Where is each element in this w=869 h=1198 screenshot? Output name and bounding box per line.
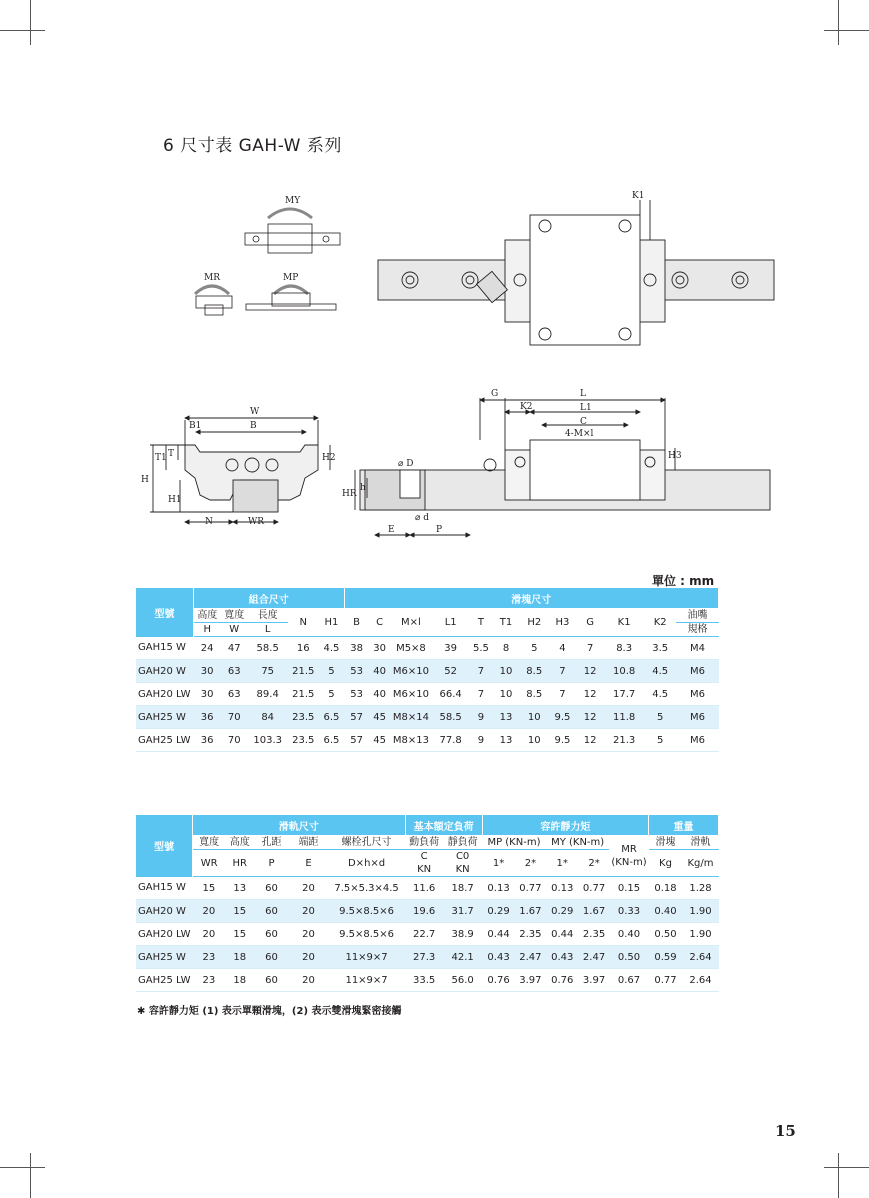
table-cell: 5 [319,683,344,706]
model-cell: GAH15 W [136,877,192,900]
table-cell: 5 [319,660,344,683]
table-cell: 38 [344,637,369,660]
table-cell: 0.33 [609,900,648,923]
table-cell: 0.40 [649,900,683,923]
column-header-cn: 長度 [248,609,288,623]
table-cell: 40 [369,660,390,683]
column-header-symbol: L1 [432,609,470,637]
column-header-symbol: H1 [319,609,344,637]
table-cell: 12 [576,706,604,729]
table-cell: 11×9×7 [328,946,405,969]
table-cell: 0.44 [546,923,579,946]
table-cell: 57 [344,729,369,752]
column-header-symbol: 1* [482,850,515,877]
table-cell: 75 [248,660,288,683]
table-cell: 63 [221,683,248,706]
column-header-symbol: C0 [455,851,470,862]
table-cell: 10 [520,729,549,752]
table-cell: 17.7 [604,683,644,706]
table-cell: 84 [248,706,288,729]
table-cell: 70 [221,729,248,752]
column-header-symbol: 規格 [676,623,718,637]
table-cell: 0.43 [482,946,515,969]
model-cell: GAH25 LW [136,969,192,992]
column-header-symbol: G [576,609,604,637]
table-cell: 20 [192,900,225,923]
table-cell: M6 [676,729,718,752]
table-cell: 7.5×5.3×4.5 [328,877,405,900]
table-cell: 0.18 [649,877,683,900]
table-row [136,729,719,752]
table-cell: 4.5 [644,683,676,706]
table-cell: 0.76 [546,969,579,992]
k1-label: K1 [632,191,645,201]
table-cell: 13 [492,729,519,752]
table-cell: 45 [369,729,390,752]
table-cell: 38.9 [443,923,482,946]
page-number: 15 [775,1122,796,1140]
table-cell: 11.6 [405,877,443,900]
table-cell: 60 [254,969,289,992]
page-title: 6 尺寸表 GAH-W 系列 [163,136,342,156]
column-header-symbol: Kg/m [682,850,718,877]
table-cell: 2.35 [515,923,546,946]
table-cell: 18 [225,969,254,992]
column-header-symbol: 2* [515,850,546,877]
crop-mark [30,1153,31,1198]
column-header-symbol: M×l [390,609,432,637]
table-cell: 8.5 [520,683,549,706]
table-cell: 6.5 [319,706,344,729]
table-cell: 11.8 [604,706,644,729]
od-label: ⌀ D [398,459,414,469]
column-header-unit: (KN-m) [611,857,647,868]
model-cell: GAH25 W [136,946,192,969]
column-header-symbol: E [289,850,328,877]
column-header-cn: 油嘴 [676,609,718,623]
table-cell: 0.59 [649,946,683,969]
table-cell: 60 [254,900,289,923]
table-cell: 53 [344,660,369,683]
h2-label: H2 [322,453,336,463]
model-cell: GAH20 W [136,660,193,683]
table-cell: 1.28 [682,877,718,900]
table-cell: 8 [492,637,519,660]
h3-label: H3 [668,451,682,461]
column-header-symbol: H3 [549,609,576,637]
column-header-cn: 寬度 [221,609,248,623]
table-cell: 0.40 [609,923,648,946]
table-cell: 4.5 [319,637,344,660]
column-header-cn: 高度 [225,836,254,850]
table-cell: 2.47 [579,946,610,969]
table-cell: 23 [192,969,225,992]
table-cell: 30 [193,660,220,683]
column-header-cn: 靜負荷 [443,836,482,850]
table-cell: 3.5 [644,637,676,660]
table-row [136,923,719,946]
column-header-symbol: C [420,851,428,862]
column-header-mr [609,836,648,877]
table-cell: 1.67 [515,900,546,923]
column-header-cn: 滑軌 [682,836,718,850]
table-cell: 4 [549,637,576,660]
table-cell: 9.5×8.5×6 [328,923,405,946]
table-cell: 39 [432,637,470,660]
column-header-symbol: K2 [644,609,676,637]
model-cell: GAH25 W [136,706,193,729]
table-cell: 103.3 [248,729,288,752]
crop-mark [0,1167,45,1168]
table-cell: 5 [644,729,676,752]
table-cell: 0.43 [546,946,579,969]
mp-label: MP [283,273,299,283]
table-cell: 1.90 [682,923,718,946]
footnote: ✱ 容許靜力矩 (1) 表示單顆滑塊，(2) 表示雙滑塊緊密接觸 [137,1006,402,1017]
table-cell: 7 [469,660,492,683]
table-cell: 45 [369,706,390,729]
table-cell: M6 [676,706,718,729]
table-cell: 0.13 [546,877,579,900]
table-cell: 60 [254,923,289,946]
column-header-symbol: HR [225,850,254,877]
table-cell: 12 [576,683,604,706]
table-row [136,706,719,729]
table-cell: 30 [369,637,390,660]
table-row [136,877,719,900]
table-cell: M6 [676,683,718,706]
table-row [136,946,719,969]
table-cell: 13 [492,706,519,729]
table-cell: 12 [576,660,604,683]
table-cell: 63 [221,660,248,683]
table-cell: 40 [369,683,390,706]
table-cell: 9 [469,729,492,752]
column-header-symbol: 2* [579,850,610,877]
table-cell: 2.64 [682,969,718,992]
table-cell: 21.5 [288,683,319,706]
g-label: G [491,389,499,399]
unit-label: 單位 : mm [652,574,715,588]
table-cell: 10 [492,660,519,683]
table-cell: 21.5 [288,660,319,683]
model-cell: GAH20 LW [136,683,193,706]
table-row [136,637,719,660]
table-cell: 13 [225,877,254,900]
mxl-label: 4-M×l [565,429,594,439]
table-cell: 18 [225,946,254,969]
table-cell: 36 [193,729,220,752]
model-cell: GAH15 W [136,637,193,660]
table-cell: 9.5 [549,729,576,752]
column-header-symbol: W [221,623,248,637]
table-cell: 0.67 [609,969,648,992]
table-cell: 21.3 [604,729,644,752]
column-header-symbol: D×h×d [328,850,405,877]
b1-label: B1 [189,421,202,431]
p-label: P [436,525,443,535]
hh-label: h [360,483,366,493]
column-header-symbol: WR [192,850,225,877]
column-header-moment: MP (KN-m) [482,836,546,850]
column-header-cn: 滑塊 [649,836,683,850]
table-cell: 1.90 [682,900,718,923]
table-cell: M6 [676,660,718,683]
table-cell: 53 [344,683,369,706]
table-cell: 77.8 [432,729,470,752]
h-label: H [141,475,149,485]
table-cell: 8.3 [604,637,644,660]
model-header: 型號 [136,588,193,637]
block-spec-table [136,588,719,752]
table-cell: 22.7 [405,923,443,946]
column-header-symbol: H2 [520,609,549,637]
table-cell: 20 [289,946,328,969]
l1-label: L1 [580,403,592,413]
table-cell: 16 [288,637,319,660]
table-cell: 5 [520,637,549,660]
table-cell: 30 [193,683,220,706]
table-cell: 9.5×8.5×6 [328,900,405,923]
column-header-symbol: 1* [546,850,579,877]
table-cell: M8×14 [390,706,432,729]
table-cell: 56.0 [443,969,482,992]
table-cell: 8.5 [520,660,549,683]
table-cell: 0.15 [609,877,648,900]
table-cell: 4.5 [644,660,676,683]
column-header-cn: 高度 [193,609,220,623]
table-cell: 47 [221,637,248,660]
table-cell: 10 [520,706,549,729]
t-label: T [168,449,175,459]
table-row [136,969,719,992]
c-label: C [580,417,587,427]
table-cell: 0.76 [482,969,515,992]
table-cell: 2.47 [515,946,546,969]
table-cell: 7 [576,637,604,660]
column-header-symbol: Kg [649,850,683,877]
model-cell: GAH25 LW [136,729,193,752]
my-label: MY [285,196,301,206]
group-header-moment: 容許靜力矩 [482,815,648,836]
column-header-symbol [405,850,443,877]
moment-mp-view [246,286,336,310]
mr-label: MR [204,273,220,283]
table-cell: 57 [344,706,369,729]
column-header-symbol: L [248,623,288,637]
column-header-cn: 孔距 [254,836,289,850]
rail-spec-table [136,815,719,992]
table-cell: 0.50 [649,923,683,946]
crop-mark [824,1167,869,1168]
table-cell: 3.97 [579,969,610,992]
table-cell: 23.5 [288,706,319,729]
group-header-assembly: 組合尺寸 [193,588,344,609]
h1-label: H1 [168,495,182,505]
model-cell: GAH20 W [136,900,192,923]
table-cell: 33.5 [405,969,443,992]
table-cell: 7 [469,683,492,706]
table-cell: 58.5 [432,706,470,729]
dimension-drawing [0,0,869,560]
column-header-unit: KN [455,864,470,875]
group-header-rail: 滑軌尺寸 [192,815,405,836]
model-cell: GAH20 LW [136,923,192,946]
table-cell: M6×10 [390,683,432,706]
table-cell: 15 [225,900,254,923]
w-label: W [250,407,260,417]
moment-my-view [245,209,340,253]
table-cell: 0.77 [649,969,683,992]
table-cell: 36 [193,706,220,729]
k2-label: K2 [520,402,533,412]
table-cell: M5×8 [390,637,432,660]
table-row [136,683,719,706]
table-cell: 0.77 [579,877,610,900]
column-header-symbol: C [369,609,390,637]
table-cell: 6.5 [319,729,344,752]
table-cell: 0.77 [515,877,546,900]
table-cell: 10 [492,683,519,706]
table-cell: 5 [644,706,676,729]
hr-label: HR [342,489,357,499]
column-header-symbol: T1 [492,609,519,637]
column-header-cn: 螺栓孔尺寸 [328,836,405,850]
table-cell: 2.64 [682,946,718,969]
e-label: E [388,525,395,535]
table-cell: 9.5 [549,706,576,729]
table-cell: 12 [576,729,604,752]
table-cell: 9 [469,706,492,729]
n-label: N [205,517,213,527]
table-cell: 15 [192,877,225,900]
crop-mark [838,1153,839,1198]
table-cell: 20 [289,969,328,992]
table-cell: 0.29 [482,900,515,923]
table-cell: 31.7 [443,900,482,923]
column-header-symbol [443,850,482,877]
group-header-block: 滑塊尺寸 [344,588,718,609]
column-header-symbol: T [469,609,492,637]
model-header: 型號 [136,815,192,877]
top-view [378,200,774,345]
table-row [136,900,719,923]
group-header-load: 基本額定負荷 [405,815,482,836]
table-cell: 20 [289,900,328,923]
table-cell: 60 [254,946,289,969]
table-cell: 42.1 [443,946,482,969]
column-header-symbol: MR [621,844,637,855]
column-header-moment: MY (KN-m) [546,836,610,850]
table-cell: 52 [432,660,470,683]
table-cell: 20 [289,923,328,946]
table-cell: 27.3 [405,946,443,969]
table-cell: 66.4 [432,683,470,706]
table-cell: M8×13 [390,729,432,752]
table-cell: 0.44 [482,923,515,946]
column-header-symbol: K1 [604,609,644,637]
table-cell: 7 [549,660,576,683]
column-header-symbol: P [254,850,289,877]
column-header-cn: 動負荷 [405,836,443,850]
t1-label: T1 [155,453,167,463]
table-cell: 0.50 [609,946,648,969]
table-cell: 89.4 [248,683,288,706]
column-header-cn: 端距 [289,836,328,850]
column-header-symbol: H [193,623,220,637]
table-cell: 10.8 [604,660,644,683]
sd-label: ⌀ d [415,513,430,523]
table-cell: 23 [192,946,225,969]
column-header-cn: 寬度 [192,836,225,850]
table-cell: 0.13 [482,877,515,900]
table-cell: M4 [676,637,718,660]
wr-label: WR [248,517,265,527]
column-header-symbol: B [344,609,369,637]
table-cell: 60 [254,877,289,900]
table-cell: 15 [225,923,254,946]
table-cell: 3.97 [515,969,546,992]
table-cell: 2.35 [579,923,610,946]
column-header-unit: KN [417,864,432,875]
table-cell: M6×10 [390,660,432,683]
b-label: B [250,421,257,431]
table-cell: 7 [549,683,576,706]
table-cell: 23.5 [288,729,319,752]
front-section-view [150,418,330,522]
column-header-symbol: N [288,609,319,637]
table-cell: 11×9×7 [328,969,405,992]
l-label: L [580,389,586,399]
table-cell: 20 [192,923,225,946]
moment-mr-view [195,286,232,315]
table-cell: 18.7 [443,877,482,900]
table-cell: 58.5 [248,637,288,660]
table-cell: 0.29 [546,900,579,923]
table-cell: 5.5 [469,637,492,660]
table-cell: 20 [289,877,328,900]
table-row [136,660,719,683]
table-cell: 24 [193,637,220,660]
table-cell: 1.67 [579,900,610,923]
table-cell: 70 [221,706,248,729]
group-header-weight: 重量 [649,815,719,836]
table-cell: 19.6 [405,900,443,923]
